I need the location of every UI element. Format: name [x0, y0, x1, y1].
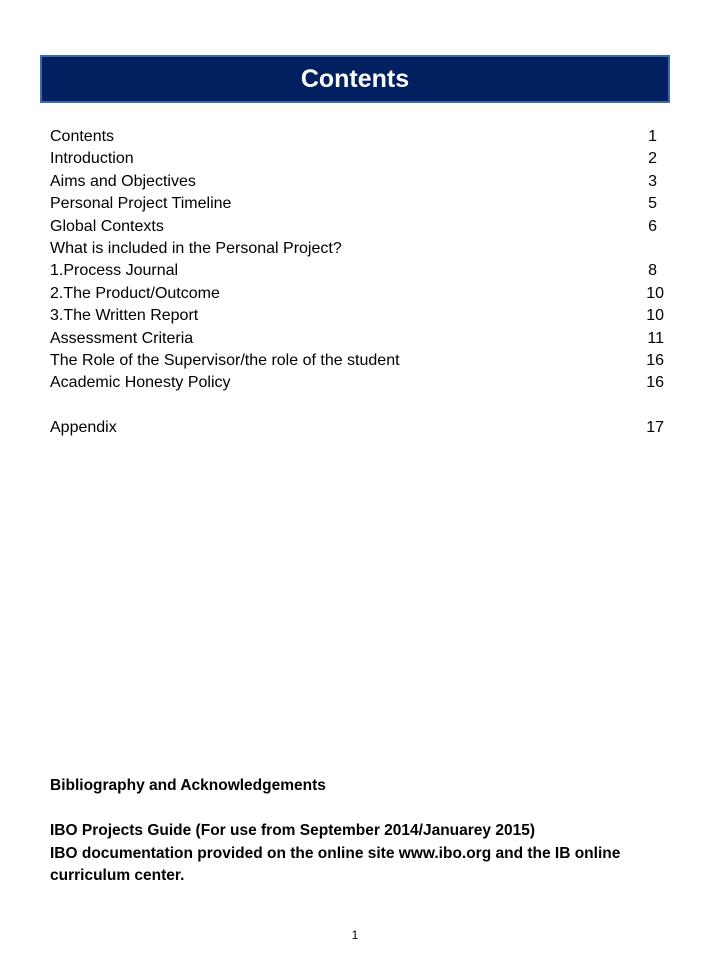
toc-entry-page: 11 — [647, 329, 664, 347]
toc-entry-title: Contents — [50, 128, 115, 145]
toc-entry-title: Aims and Objectives — [50, 172, 196, 190]
bibliography-line: IBO documentation provided on the online site www.ibo.org and the IB online — [50, 844, 621, 862]
toc-row-personal-project-timeline — [50, 193, 664, 215]
toc-entry-page: 6 — [648, 217, 657, 235]
toc-row-process-journal — [50, 260, 664, 282]
toc-entry-title: Appendix — [50, 419, 117, 437]
toc-row-global-contexts — [50, 216, 664, 238]
toc-entry-title: What is included in the Personal Project? — [50, 239, 342, 257]
toc-row-assessment-criteria — [50, 328, 664, 350]
toc-row-written-report — [50, 305, 664, 327]
bibliography-heading: Bibliography and Acknowledgements — [50, 777, 326, 794]
toc-entry-title: Personal Project Timeline — [50, 195, 232, 213]
toc-entry-page: 16 — [646, 374, 664, 392]
contents-banner — [40, 55, 670, 103]
toc-entry-title: 2.The Product/Outcome — [50, 284, 220, 302]
bibliography-line: curriculum center. — [50, 867, 185, 884]
toc-row-role-of-supervisor — [50, 350, 664, 372]
toc-entry-page: 8 — [648, 262, 657, 280]
toc-row-introduction — [50, 148, 664, 170]
bibliography-section — [50, 775, 690, 888]
toc-entry-page: 17 — [646, 419, 664, 437]
toc-entry-page: 10 — [646, 307, 664, 325]
bibliography-line: IBO Projects Guide (For use from September 2014/Januarey 2015) — [50, 822, 535, 839]
toc-entry-page: 3 — [648, 172, 657, 190]
toc-row-contents — [50, 126, 664, 148]
toc-row-appendix — [50, 417, 664, 439]
toc-row-academic-honesty-policy — [50, 372, 664, 394]
toc-entry-page: 16 — [646, 351, 664, 369]
toc-row-aims-and-objectives — [50, 171, 664, 193]
toc-entry-title: Academic Honesty Policy — [50, 374, 231, 392]
toc-entry-page: 2 — [648, 150, 657, 168]
toc-entry-title: The Role of the Supervisor/the role of the student — [50, 351, 400, 369]
toc-entry-page: 1 — [648, 128, 657, 145]
page-number: 1 — [351, 928, 359, 942]
toc-entry-title: Introduction — [50, 150, 134, 168]
toc-entry-title: Global Contexts — [50, 217, 164, 235]
toc-entry-page: 5 — [648, 195, 657, 213]
toc-row-product-outcome — [50, 283, 664, 305]
toc-entry-title: Assessment Criteria — [50, 329, 194, 347]
toc-entry-title: 3.The Written Report — [50, 307, 199, 325]
page-title: Contents — [300, 64, 410, 93]
table-of-contents — [50, 126, 664, 439]
toc-row-what-is-included — [50, 238, 664, 260]
toc-entry-title: 1.Process Journal — [50, 262, 179, 280]
toc-entry-page: 10 — [646, 284, 664, 302]
